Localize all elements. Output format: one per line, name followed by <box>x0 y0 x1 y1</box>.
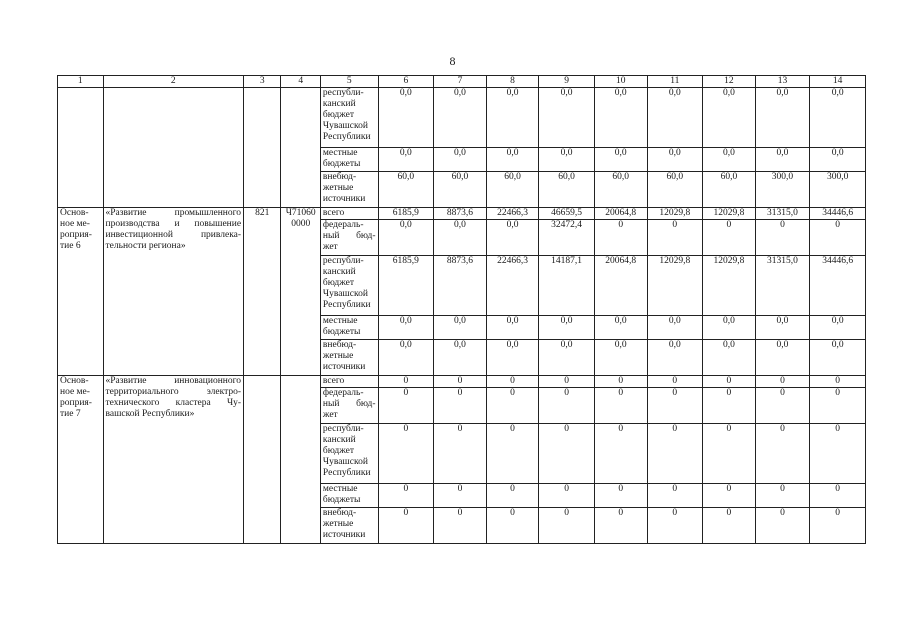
value-cell: 0 <box>755 424 810 484</box>
value-cell: 0,0 <box>378 340 434 376</box>
header-row <box>58 76 866 88</box>
value-cell: 0,0 <box>647 88 703 148</box>
value-cell: 0,0 <box>486 148 539 172</box>
value-cell: 0 <box>486 508 539 544</box>
value-cell: 0,0 <box>486 340 539 376</box>
source-cell: внебюд-жетные источники <box>320 340 378 376</box>
header-cell: 4 <box>281 76 320 88</box>
value-cell: 60,0 <box>647 172 703 208</box>
value-cell: 60,0 <box>378 172 434 208</box>
value-cell: 34446,6 <box>810 256 866 316</box>
value-cell: 0 <box>486 388 539 424</box>
kcsr-cell <box>281 376 320 544</box>
source-cell: местные бюджеты <box>320 484 378 508</box>
value-cell: 0,0 <box>755 340 810 376</box>
value-cell: 0,0 <box>703 88 756 148</box>
value-cell: 0 <box>378 388 434 424</box>
value-cell: 0 <box>434 508 487 544</box>
status-cell <box>58 88 104 208</box>
value-cell: 0 <box>434 424 487 484</box>
value-cell: 0 <box>378 376 434 388</box>
value-cell: 0 <box>755 388 810 424</box>
grbs-cell <box>244 88 281 208</box>
source-cell: федераль-ный бюд-жет <box>320 220 378 256</box>
value-cell: 0,0 <box>594 148 647 172</box>
value-cell: 0,0 <box>378 88 434 148</box>
table-row <box>58 376 866 388</box>
value-cell: 0 <box>378 508 434 544</box>
value-cell: 0 <box>539 424 595 484</box>
value-cell: 0,0 <box>647 316 703 340</box>
value-cell: 0,0 <box>810 340 866 376</box>
value-cell: 0 <box>594 484 647 508</box>
value-cell: 0 <box>703 424 756 484</box>
value-cell: 0 <box>755 220 810 256</box>
value-cell: 0 <box>594 220 647 256</box>
source-cell: внебюд-жетные источники <box>320 508 378 544</box>
value-cell: 6185,9 <box>378 208 434 220</box>
value-cell: 0,0 <box>486 316 539 340</box>
value-cell: 60,0 <box>486 172 539 208</box>
value-cell: 0 <box>594 388 647 424</box>
name-cell <box>103 88 244 208</box>
header-cell: 13 <box>755 76 810 88</box>
source-cell: республи-канский бюджет Чувашской Республики <box>320 88 378 148</box>
value-cell: 0 <box>755 508 810 544</box>
header-cell: 7 <box>434 76 487 88</box>
value-cell: 0 <box>434 484 487 508</box>
value-cell: 0,0 <box>810 148 866 172</box>
value-cell: 0 <box>434 376 487 388</box>
value-cell: 300,0 <box>755 172 810 208</box>
value-cell: 0,0 <box>539 316 595 340</box>
value-cell: 0 <box>703 508 756 544</box>
value-cell: 0,0 <box>594 340 647 376</box>
value-cell: 46659,5 <box>539 208 595 220</box>
header-cell: 3 <box>244 76 281 88</box>
value-cell: 60,0 <box>539 172 595 208</box>
value-cell: 8873,6 <box>434 208 487 220</box>
value-cell: 0,0 <box>486 88 539 148</box>
value-cell: 0 <box>486 424 539 484</box>
value-cell: 0 <box>539 388 595 424</box>
value-cell: 0 <box>755 484 810 508</box>
value-cell: 0 <box>703 484 756 508</box>
value-cell: 20064,8 <box>594 256 647 316</box>
value-cell: 0,0 <box>434 340 487 376</box>
header-cell: 10 <box>594 76 647 88</box>
value-cell: 0,0 <box>755 148 810 172</box>
page-number: 8 <box>449 54 456 68</box>
value-cell: 8873,6 <box>434 256 487 316</box>
value-cell: 32472,4 <box>539 220 595 256</box>
grbs-cell: 821 <box>244 208 281 376</box>
value-cell: 0 <box>486 484 539 508</box>
value-cell: 0,0 <box>810 88 866 148</box>
value-cell: 0 <box>378 424 434 484</box>
table-row <box>58 208 866 220</box>
header-cell: 12 <box>703 76 756 88</box>
value-cell: 0 <box>434 388 487 424</box>
value-cell: 34446,6 <box>810 208 866 220</box>
value-cell: 12029,8 <box>647 256 703 316</box>
value-cell: 0,0 <box>594 316 647 340</box>
value-cell: 0 <box>810 508 866 544</box>
value-cell: 0,0 <box>755 88 810 148</box>
value-cell: 0 <box>703 388 756 424</box>
value-cell: 0 <box>703 376 756 388</box>
source-cell: местные бюджеты <box>320 316 378 340</box>
value-cell: 0 <box>810 376 866 388</box>
source-cell: всего <box>320 208 378 220</box>
value-cell: 12029,8 <box>703 208 756 220</box>
value-cell: 0 <box>539 376 595 388</box>
value-cell: 0 <box>810 220 866 256</box>
value-cell: 0,0 <box>486 220 539 256</box>
value-cell: 0 <box>647 508 703 544</box>
value-cell: 6185,9 <box>378 256 434 316</box>
header-cell: 8 <box>486 76 539 88</box>
value-cell: 0 <box>539 508 595 544</box>
source-cell: республи-канский бюджет Чувашской Республики <box>320 256 378 316</box>
value-cell: 0 <box>810 424 866 484</box>
status-cell: Основ-ное ме-роприя-тие 7 <box>58 376 104 544</box>
value-cell: 0,0 <box>434 316 487 340</box>
header-cell: 1 <box>58 76 104 88</box>
value-cell: 0 <box>755 376 810 388</box>
value-cell: 0,0 <box>434 88 487 148</box>
value-cell: 0,0 <box>378 148 434 172</box>
value-cell: 0 <box>647 388 703 424</box>
value-cell: 0,0 <box>703 316 756 340</box>
value-cell: 0 <box>647 424 703 484</box>
value-cell: 0,0 <box>539 340 595 376</box>
value-cell: 0 <box>486 376 539 388</box>
value-cell: 0 <box>539 484 595 508</box>
budget-table <box>57 75 866 544</box>
table-row <box>58 88 866 148</box>
kcsr-cell <box>281 88 320 208</box>
value-cell: 0,0 <box>434 220 487 256</box>
value-cell: 22466,3 <box>486 208 539 220</box>
value-cell: 0 <box>594 508 647 544</box>
grbs-cell <box>244 376 281 544</box>
value-cell: 0,0 <box>378 316 434 340</box>
value-cell: 0,0 <box>539 148 595 172</box>
value-cell: 0,0 <box>703 340 756 376</box>
value-cell: 0,0 <box>703 148 756 172</box>
value-cell: 60,0 <box>703 172 756 208</box>
value-cell: 31315,0 <box>755 256 810 316</box>
value-cell: 0 <box>647 376 703 388</box>
value-cell: 0 <box>378 484 434 508</box>
kcsr-cell: Ч71060 0000 <box>281 208 320 376</box>
header-cell: 5 <box>320 76 378 88</box>
value-cell: 0,0 <box>378 220 434 256</box>
source-cell: всего <box>320 376 378 388</box>
source-cell: республи-канский бюджет Чувашской Республики <box>320 424 378 484</box>
name-cell: «Развитие инновационного территориального электро-технического кластера Чу-вашской Республики» <box>103 376 244 544</box>
value-cell: 0 <box>703 220 756 256</box>
header-cell: 6 <box>378 76 434 88</box>
header-cell: 2 <box>103 76 244 88</box>
value-cell: 0,0 <box>594 88 647 148</box>
value-cell: 0,0 <box>647 148 703 172</box>
source-cell: внебюд-жетные источники <box>320 172 378 208</box>
value-cell: 0 <box>810 388 866 424</box>
value-cell: 22466,3 <box>486 256 539 316</box>
value-cell: 20064,8 <box>594 208 647 220</box>
source-cell: федераль-ный бюд-жет <box>320 388 378 424</box>
source-cell: местные бюджеты <box>320 148 378 172</box>
value-cell: 0 <box>594 376 647 388</box>
value-cell: 0 <box>647 484 703 508</box>
value-cell: 14187,1 <box>539 256 595 316</box>
value-cell: 0,0 <box>755 316 810 340</box>
value-cell: 0 <box>810 484 866 508</box>
value-cell: 31315,0 <box>755 208 810 220</box>
value-cell: 0,0 <box>810 316 866 340</box>
status-cell: Основ-ное ме-роприя-тие 6 <box>58 208 104 376</box>
header-cell: 9 <box>539 76 595 88</box>
value-cell: 0,0 <box>434 148 487 172</box>
value-cell: 0 <box>594 424 647 484</box>
header-cell: 11 <box>647 76 703 88</box>
value-cell: 300,0 <box>810 172 866 208</box>
name-cell: «Развитие промышленного производства и повышение инвестиционной привлека-тельности региона» <box>103 208 244 376</box>
value-cell: 60,0 <box>594 172 647 208</box>
value-cell: 12029,8 <box>703 256 756 316</box>
header-cell: 14 <box>810 76 866 88</box>
value-cell: 12029,8 <box>647 208 703 220</box>
value-cell: 60,0 <box>434 172 487 208</box>
value-cell: 0 <box>647 220 703 256</box>
value-cell: 0,0 <box>539 88 595 148</box>
value-cell: 0,0 <box>647 340 703 376</box>
